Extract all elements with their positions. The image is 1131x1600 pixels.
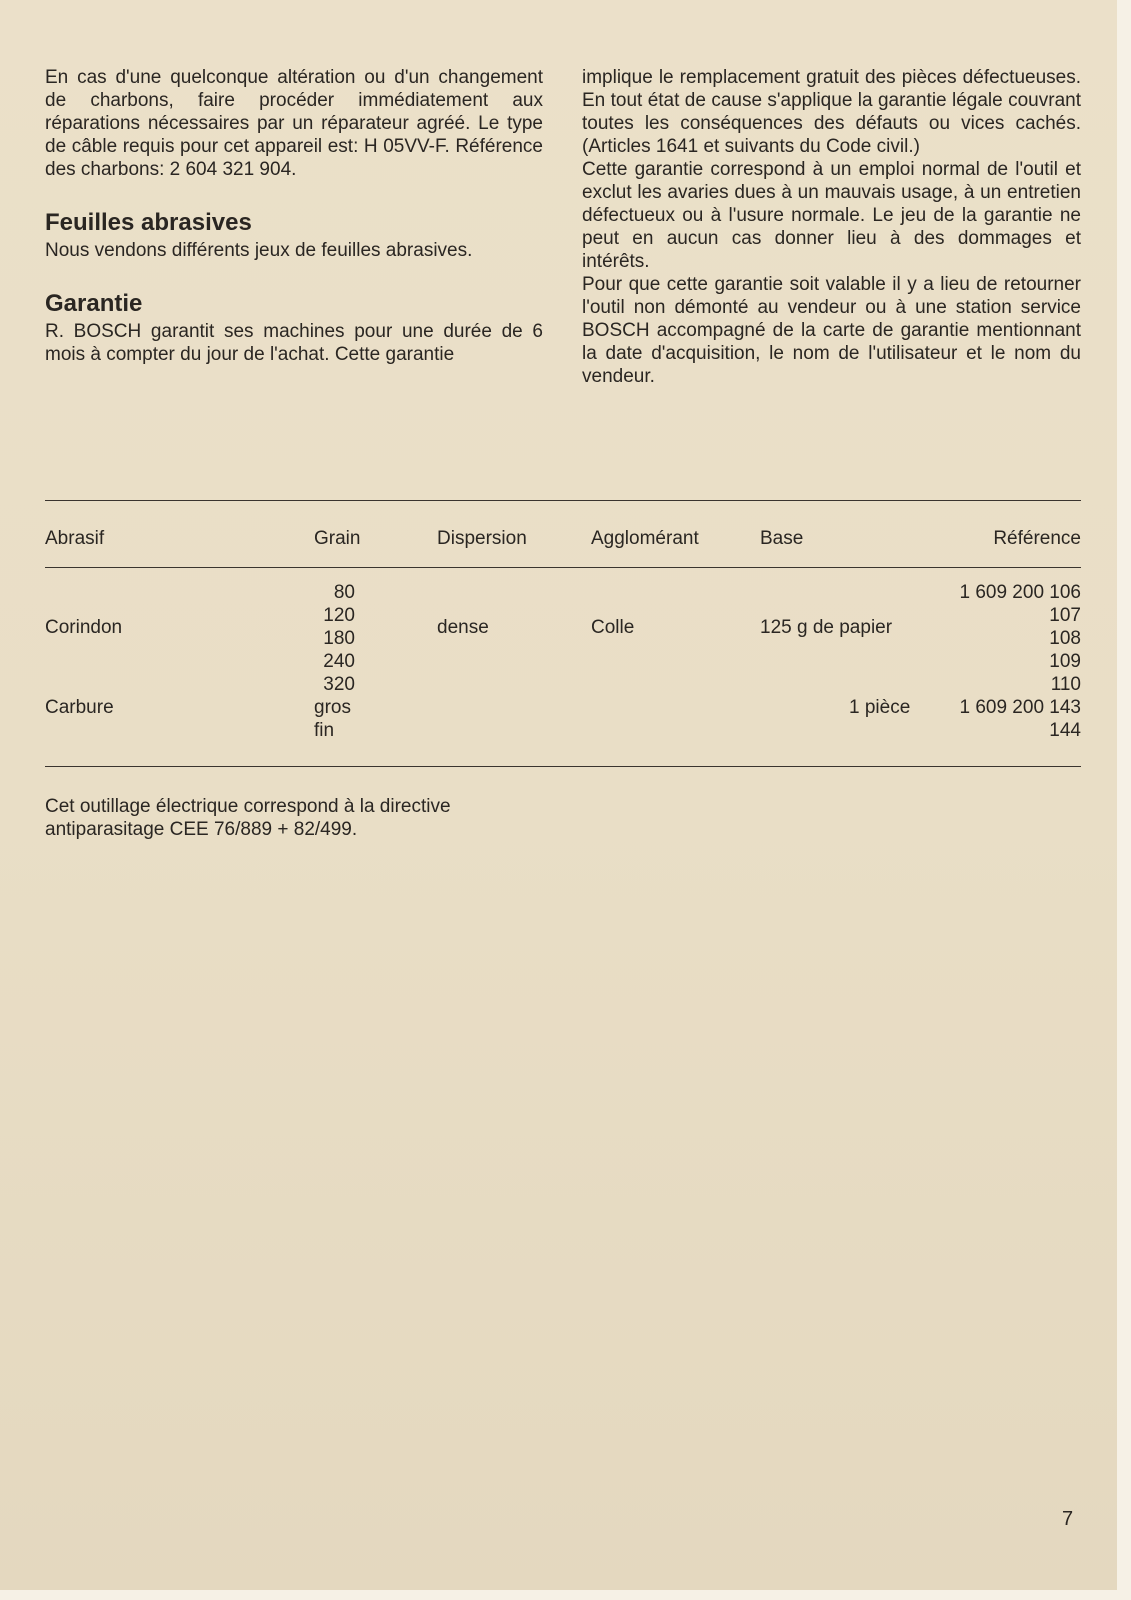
garantie-paragraph-1: implique le remplacement gratuit des pièces défectueuses. En tout état de cause s'applique la garantie légale couvrant toutes les conséquences des défauts ou vices cachés. (Articles 1641 et suivants du Code civil.): [582, 67, 1081, 157]
abrasif-corindon: Corindon: [45, 617, 123, 638]
header-reference: Référence: [993, 528, 1081, 549]
page-number: 7: [1062, 1508, 1074, 1530]
reference-cell: 110: [1050, 674, 1081, 695]
header-agglomerant: Agglomérant: [591, 528, 699, 549]
grain-cell: 120: [323, 605, 355, 626]
left-column: [45, 66, 543, 366]
header-base: Base: [760, 528, 804, 549]
agglomerant-cell: Colle: [591, 617, 635, 638]
garantie-heading: Garantie: [45, 290, 143, 317]
table-bottom-rule: [45, 766, 1081, 767]
reference-cell: 109: [1049, 651, 1081, 672]
header-dispersion: Dispersion: [437, 528, 527, 549]
grain-cell: 240: [323, 651, 355, 672]
page-edge-bottom: [0, 1590, 1131, 1600]
feuilles-text: Nous vendons différents jeux de feuilles abrasives.: [45, 240, 473, 261]
dispersion-cell: dense: [437, 617, 489, 638]
reference-cell: 1 609 200 106: [959, 582, 1081, 603]
table-header-rule: [45, 567, 1081, 568]
reference-cell: 144: [1049, 720, 1081, 741]
grain-cell: fin: [314, 720, 335, 741]
right-column: [582, 66, 1081, 388]
reference-cell: 1 609 200 143: [959, 697, 1081, 718]
feuilles-heading: Feuilles abrasives: [45, 209, 252, 236]
base-cell: 125 g de papier: [760, 617, 893, 638]
grain-cell: 320: [323, 674, 355, 695]
header-grain: Grain: [314, 528, 361, 549]
header-abrasif: Abrasif: [45, 528, 105, 549]
garantie-paragraph-3: Pour que cette garantie soit valable il y a lieu de retourner l'outil non démonté au vendeur ou à une station service BOSCH accompagné de la carte de garantie mentionnant la date d'acquisition, le nom de l'utilisateur et le nom du vendeur.: [582, 274, 1081, 387]
footnote: Cet outillage électrique correspond à la directive antiparasitage CEE 76/889 + 82/499.: [45, 796, 451, 840]
grain-cell: 180: [323, 628, 355, 649]
table-top-rule: [45, 500, 1081, 501]
grain-cell: gros: [314, 697, 351, 718]
garantie-text: R. BOSCH garantit ses machines pour une durée de 6 mois à compter du jour de l'achat. Cette garantie: [45, 321, 543, 365]
page-edge-right: [1117, 0, 1131, 1600]
reference-cell: 108: [1049, 628, 1081, 649]
reference-cell: 107: [1049, 605, 1081, 626]
grain-cell: 80: [333, 582, 355, 603]
intro-paragraph: En cas d'une quelconque altération ou d'un changement de charbons, faire procéder immédiatement aux réparations nécessaires par un réparateur agréé. Le type de câble requis pour cet appareil est: H 05VV-F. Référence des charbons: 2 604 321 904.: [45, 67, 543, 180]
unit-cell: 1 pièce: [849, 697, 911, 718]
abrasif-carbure: Carbure: [45, 697, 114, 718]
garantie-paragraph-2: Cette garantie correspond à un emploi normal de l'outil et exclut les avaries dues à un mauvais usage, à un entretien défectueux ou à l'usure normale. Le jeu de la garantie ne peut en aucun cas donner lieu à des dommages et intérêts.: [582, 159, 1081, 272]
